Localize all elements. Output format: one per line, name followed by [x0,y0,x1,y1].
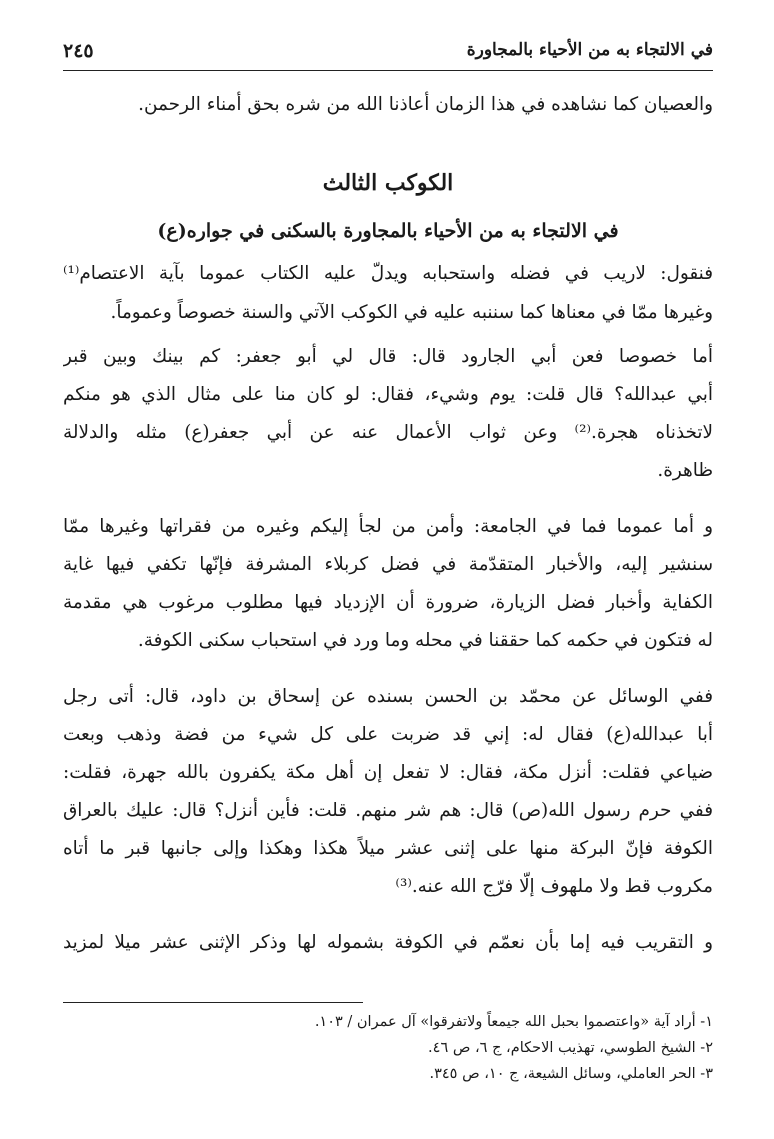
footnote-divider [63,1002,363,1003]
body-line: وغيرها ممّا في معناها كما سننبه عليه في الكوكب الآتي والسنة خصوصاً وعموماً. [110,302,713,323]
body-line: لاتخذناه هجرة.⁽²⁾ وعن ثواب الأعمال عنه عن أبي جعفر(ع) مثله والدلالة [63,422,713,443]
footnote-3: ٣- الحر العاملي، وسائل الشيعة، ج ١٠، ص ٣٤٥. [429,1066,713,1082]
body-line: أبي عبدالله؟ قال قلت: يوم وشيء، فقال: لو كان منا على مثال الذي هو منكم [63,384,713,405]
page-header [63,38,713,71]
body-line: الكفاية وأخبار فضل الزيارة، ضرورة أن الإزدياد فيها مطلوب مرغوب هي مقدمة [63,592,713,613]
body-line: سنشير إليه، والأخبار المتقدّمة في فضل كربلاء المشرفة فإنّها تكفي فيها غاية [63,554,713,575]
running-title: في الالتجاء به من الأحياء بالمجاورة [466,40,713,60]
body-line: له فتكون في حكمه كما حققنا في محله وما ورد في استحباب سكنى الكوفة. [137,630,713,651]
footnote-1: ١- أراد آية «واعتصموا بحبل الله جيمعاً ولاتفرقوا» آل عمران / ١٠٣. [314,1014,713,1030]
body-line: ضياعي فقلت: أنزل مكة، فقال: لا تفعل إن أهل مكة يكفرون بالله جهرة، فقلت: [63,762,713,783]
body-line: فنقول: لاريب في فضله واستحبابه ويدلّ عليه الكتاب عموما بآية الاعتصام⁽¹⁾ [63,263,713,284]
footnote-2: ٢- الشيخ الطوسي، تهذيب الاحكام، ج ٦، ص ٤٦. [428,1040,713,1056]
body-line: و أما عموما فما في الجامعة: وأمن من لجأ إليكم وغيره من فقراتها وغيرها ممّا [63,516,713,537]
body-line: أما خصوصا فعن أبي الجارود قال: قال لي أبو جعفر: كم بينك وبين قبر [63,346,713,367]
intro-line: والعصيان كما نشاهده في هذا الزمان أعاذنا الله من شره بحق أمناء الرحمن. [138,94,713,115]
body-line: ففي حرم رسول الله(ص) قال: هم شر منهم. قلت: فأين أنزل؟ قال: عليك بالعراق [63,800,713,821]
page [63,0,713,1139]
body-line: ظاهرة. [657,460,713,481]
section-title: الكوكب الثالث [322,170,454,196]
body-line: مكروب قط ولا ملهوف إلّا فرّج الله عنه.⁽³⁾ [395,876,713,897]
body-line: ففي الوسائل عن محمّد بن الحسن بسنده عن إسحاق بن داود، قال: أتى رجل [63,686,713,707]
body-line: أبا عبدالله(ع) فقال له: إني قد ضربت على كل شيء من فضة وذهب وبعت [63,724,713,745]
body-line: و التقريب فيه إما بأن نعمّم في الكوفة بشموله لها وذكر الإثنى عشر ميلا لمزيد [63,932,713,953]
page-number: ٢٤٥ [63,40,94,62]
body-line: الكوفة فإنّ البركة منها على إثنى عشر ميلاً هكذا وهكذا وإلى جانبها قبر ما أتاه [63,838,713,859]
section-subtitle: في الالتجاء به من الأحياء بالمجاورة بالسكنى في جواره(ع) [157,220,619,242]
